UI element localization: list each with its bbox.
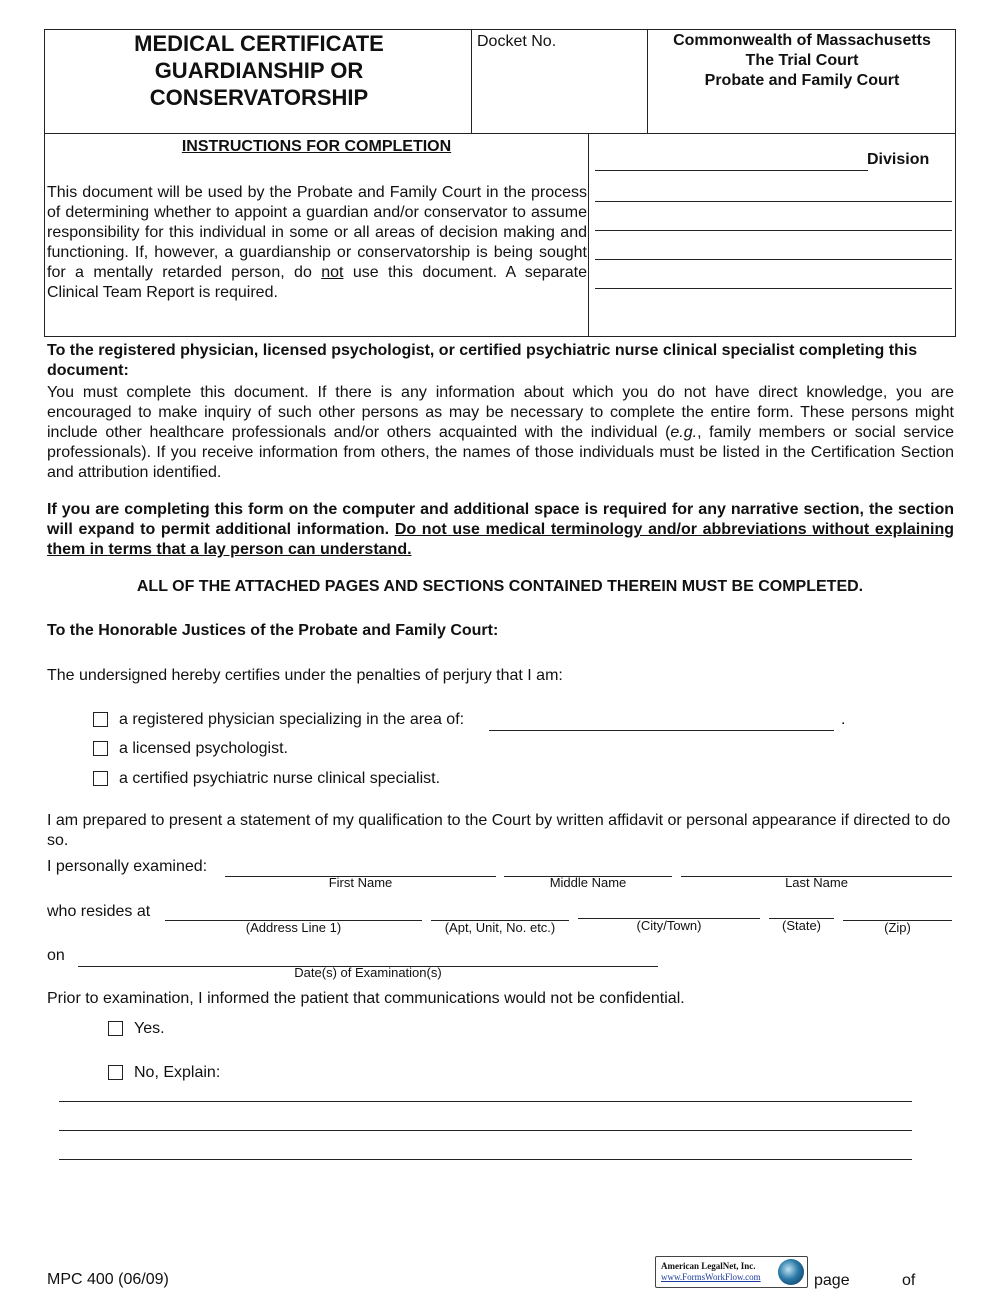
notice-eg: e.g. [670,424,698,441]
confidentiality-statement: Prior to examination, I informed the patient that communications would not be confidential. [47,990,685,1007]
header-box [44,29,956,337]
psychologist-checkbox[interactable] [93,741,108,756]
certification-intro: The undersigned hereby certifies under the penalties of perjury that I am: [47,667,563,684]
explain-line[interactable] [59,1130,912,1131]
title-line: GUARDIANSHIP OR [154,58,364,83]
address-line1-caption: (Address Line 1) [245,920,342,935]
division-label: Division [867,151,930,168]
all-pages-notice: ALL OF THE ATTACHED PAGES AND SECTIONS CONTAINED THEREIN MUST BE COMPLETED. [136,578,864,595]
docket-label: Docket No. [477,33,557,50]
middle-name-caption: Middle Name [549,875,627,890]
physician-option-label: a registered physician specializing in the area of: [119,711,465,728]
computer-notice-text: If you are completing this form on the computer and additional space is required for any narrative section, the section will expand to permit additional information. [47,501,954,538]
city-town-caption: (City/Town) [636,918,702,933]
instructions-text: use this document. A separate Clinical Team Report is required. [47,264,587,301]
court-line: Probate and Family Court [704,72,900,89]
court-line: Commonwealth of Massachusetts [673,32,931,49]
logo-name: American LegalNet, Inc. [661,1261,756,1271]
instructions-not: not [321,264,344,281]
explain-line[interactable] [59,1159,912,1160]
of-label: of [902,1272,916,1289]
docket-field[interactable] [475,54,643,130]
court-name [649,31,955,91]
first-name-caption: First Name [328,875,393,890]
form-title [45,30,473,111]
division-address-line[interactable] [595,259,952,260]
page-label: page [814,1272,850,1289]
title-line: MEDICAL CERTIFICATE [134,31,384,56]
notice-text: You must complete this document. If there is any information about which you do not have direct knowledge, you are encouraged to make inquiry of such other persons as may be necessary to complete the entire form. These persons might include other healthcare professionals and/or others acquainted with the individual ( [47,384,954,441]
divider [647,30,648,133]
on-label: on [47,947,65,964]
nurse-specialist-option-label: a certified psychiatric nurse clinical specialist. [119,770,441,787]
last-name-caption: Last Name [785,875,848,890]
exam-date-caption: Date(s) of Examination(s) [294,965,442,980]
division-address-line[interactable] [595,230,952,231]
computer-notice-warning: Do not use medical terminology and/or abbreviations without explaining them in terms that a lay person can understand. [47,521,954,558]
american-legalnet-logo [655,1256,808,1288]
notice-body [47,383,954,483]
no-explain-label: No, Explain: [134,1064,221,1081]
instructions-body [47,183,587,303]
notice-text: , family members or social service professionals). If you receive information from others, the names of those individuals must be listed in the Certification Section and attribution identified. [47,424,954,481]
yes-checkbox[interactable] [108,1021,123,1036]
division-field[interactable] [595,170,868,171]
form-id: MPC 400 (06/09) [47,1271,169,1288]
apt-unit-caption: (Apt, Unit, No. etc.) [444,920,556,935]
yes-label: Yes. [134,1020,165,1037]
title-line: CONSERVATORSHIP [149,85,369,110]
notice-heading: To the registered physician, licensed psychologist, or certified psychiatric nurse clinical specialist completing this document: [47,342,918,379]
divider [45,133,955,134]
state-caption: (State) [781,918,821,933]
examined-label: I personally examined: [47,858,208,875]
division-address-line[interactable] [595,201,952,202]
nurse-specialist-checkbox[interactable] [93,771,108,786]
specialty-period: . [841,711,846,728]
instructions-title: INSTRUCTIONS FOR COMPLETION [181,138,452,155]
computer-notice [47,500,954,560]
court-line: The Trial Court [745,52,859,69]
instructions-text: This document will be used by the Probate and Family Court in the process of determining whether to appoint a guardian and/or conservator to assume responsibility for this individual in some or all areas of decision making and functioning. If, however, a guardianship or conservatorship is being sought for a mentally retarded person, do [47,184,587,281]
salutation: To the Honorable Justices of the Probate and Family Court: [47,622,499,639]
globe-icon [778,1259,804,1285]
qualification-statement: I am prepared to present a statement of my qualification to the Court by written affidavit or personal appearance if directed to do so. [47,812,951,849]
psychologist-option-label: a licensed psychologist. [119,740,288,757]
explain-line[interactable] [59,1101,912,1102]
specialty-field[interactable] [489,730,834,731]
logo-url-link[interactable]: www.FormsWorkFlow.com [661,1272,761,1282]
no-checkbox[interactable] [108,1065,123,1080]
division-address-line[interactable] [595,288,952,289]
physician-checkbox[interactable] [93,712,108,727]
resides-label: who resides at [47,903,151,920]
zip-caption: (Zip) [884,920,911,935]
divider [588,133,589,337]
